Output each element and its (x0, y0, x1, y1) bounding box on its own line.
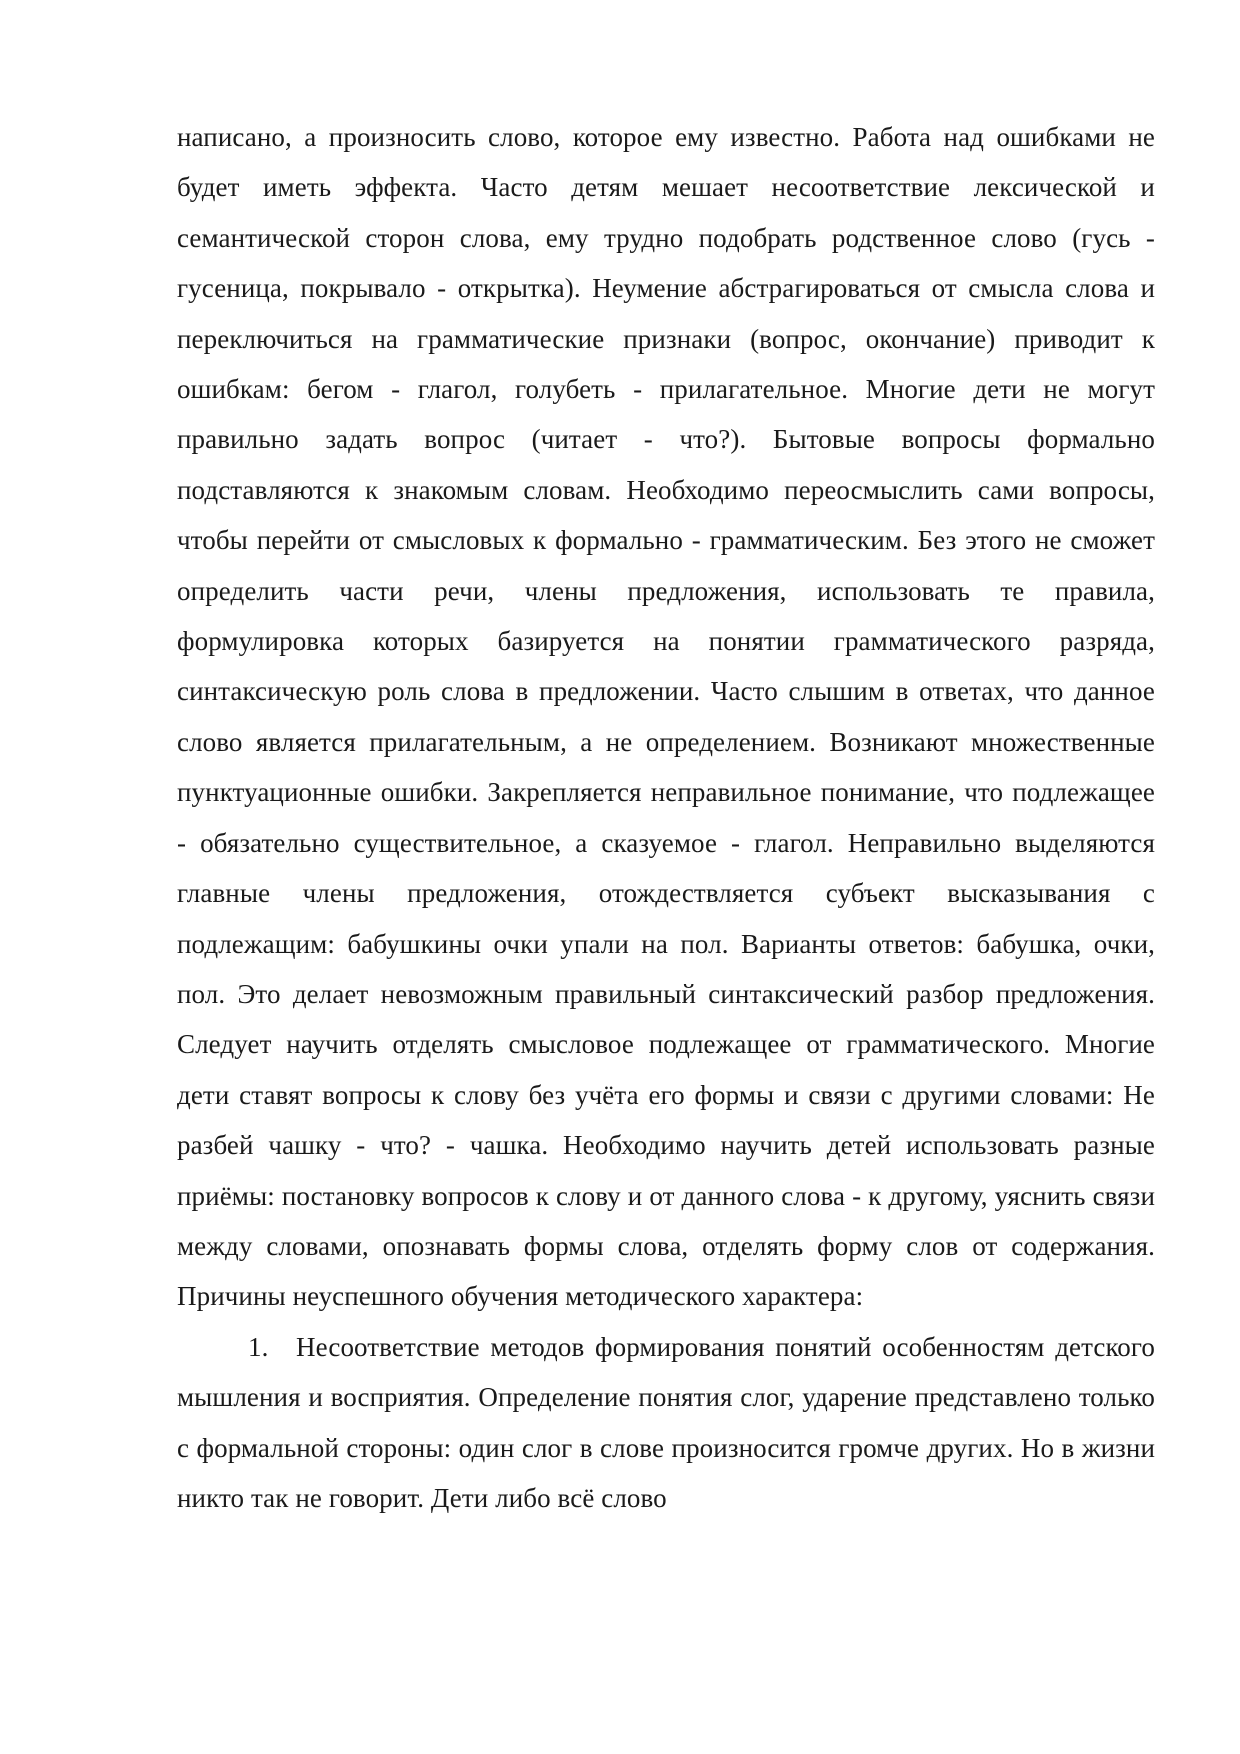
paragraph-main: написано, а произносить слово, которое ему известно. Работа над ошибками не будет иметь эффекта. Часто детям мешает несоответствие лексической и семантической сторон слова, ему трудно подобрать родственное слово (гусь - гусеница, покрывало - открытка). Неумение абстрагироваться от смысла слова и переключиться на грамматические признаки (вопрос, окончание) приводит к ошибкам: бегом - глагол, голубеть - прилагательное. Многие дети не могут правильно задать вопрос (читает - что?). Бытовые вопросы формально подставляются к знакомым словам. Необходимо переосмыслить сами вопросы, чтобы перейти от смысловых к формально - грамматическим. Без этого не сможет определить части речи, члены предложения, использовать те правила, формулировка которых базируется на понятии грамматического разряда, синтаксическую роль слова в предложении. Часто слышим в ответах, что данное слово является прилагательным, а не определением. Возникают множественные пунктуационные ошибки. Закрепляется неправильное понимание, что подлежащее - обязательно существительное, а сказуемое - глагол. Неправильно выделяются главные члены предложения, отождествляется субъект высказывания с подлежащим: бабушкины очки упали на пол. Варианты ответов: бабушка, очки, пол. Это делает невозможным правильный синтаксический разбор предложения. Следует научить отделять смысловое подлежащее от грамматического. Многие дети ставят вопросы к слову без учёта его формы и связи с другими словами: Не разбей чашку - что? - чашка. Необходимо научить детей использовать разные приёмы: постановку вопросов к слову и от данного слова - к другому, уяснить связи между словами, опознавать формы слова, отделять форму слов от содержания. Причины неуспешного обучения методического характера: (177, 122, 1155, 1312)
list-item (177, 1322, 1155, 1524)
document-body (177, 112, 1155, 1523)
list-item-number: 1. (248, 1331, 269, 1362)
list-item-text: Несоответствие методов формирования понятий особенностям детского мышления и восприятия. Определение понятия слог, ударение представлено только с формальной стороны: один слог в слове произносится громче других. Но в жизни никто так не говорит. Дети либо всё слово (177, 1331, 1155, 1513)
